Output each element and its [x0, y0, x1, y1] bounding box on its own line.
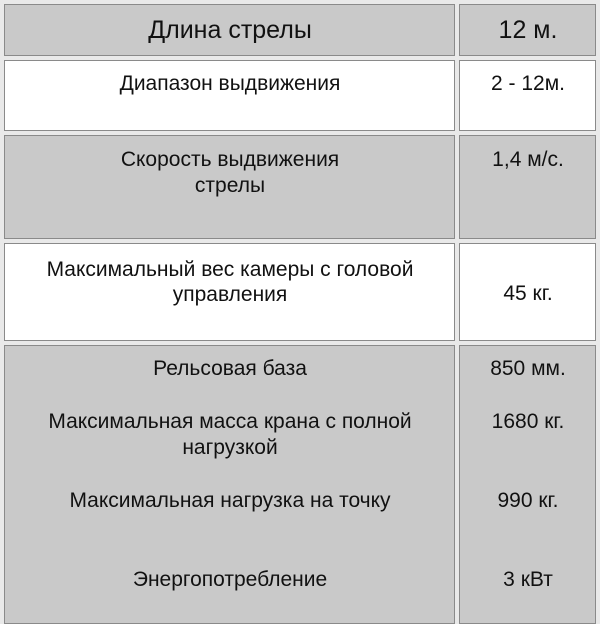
row-range-param-cell: [4, 60, 455, 131]
row-camera-weight-value-cell: [459, 243, 596, 341]
header-value-cell: [459, 4, 596, 56]
crane-mass-label-line2: нагрузкой: [182, 436, 278, 459]
header-param: Длина стрелы: [148, 16, 312, 44]
point-load-value: 990 кг.: [497, 489, 559, 512]
range-value: 2 - 12м.: [491, 72, 565, 95]
power-value: 3 кВт: [503, 568, 553, 591]
point-load-label: Максимальная нагрузка на точку: [69, 489, 391, 512]
crane-mass-value: 1680 кг.: [491, 410, 565, 433]
rail-base-value: 850 мм.: [490, 357, 566, 380]
speed-label-line1: Скорость выдвижения: [120, 148, 340, 171]
power-label: Энергопотребление: [132, 568, 328, 591]
row-range-value-cell: [459, 60, 596, 131]
row-speed-value-cell: [459, 135, 596, 239]
header-param-cell: [4, 4, 455, 56]
row-camera-weight-param-cell: [4, 243, 455, 341]
camera-weight-value: 45 кг.: [503, 282, 553, 305]
crane-mass-label-line1: Максимальная масса крана с полной: [48, 410, 412, 433]
group-value-cell: [459, 345, 596, 624]
camera-weight-label-line1: Максимальный вес камеры с головой: [46, 258, 414, 281]
row-speed-param-cell: [4, 135, 455, 239]
speed-label-line2: стрелы: [194, 174, 266, 197]
group-param-cell: [4, 345, 455, 624]
speed-value: 1,4 м/с.: [492, 148, 564, 171]
range-label: Диапазон выдвижения: [119, 72, 341, 95]
header-value: 12 м.: [498, 16, 558, 44]
camera-weight-label-line2: управления: [172, 283, 288, 306]
rail-base-label: Рельсовая база: [153, 357, 307, 380]
